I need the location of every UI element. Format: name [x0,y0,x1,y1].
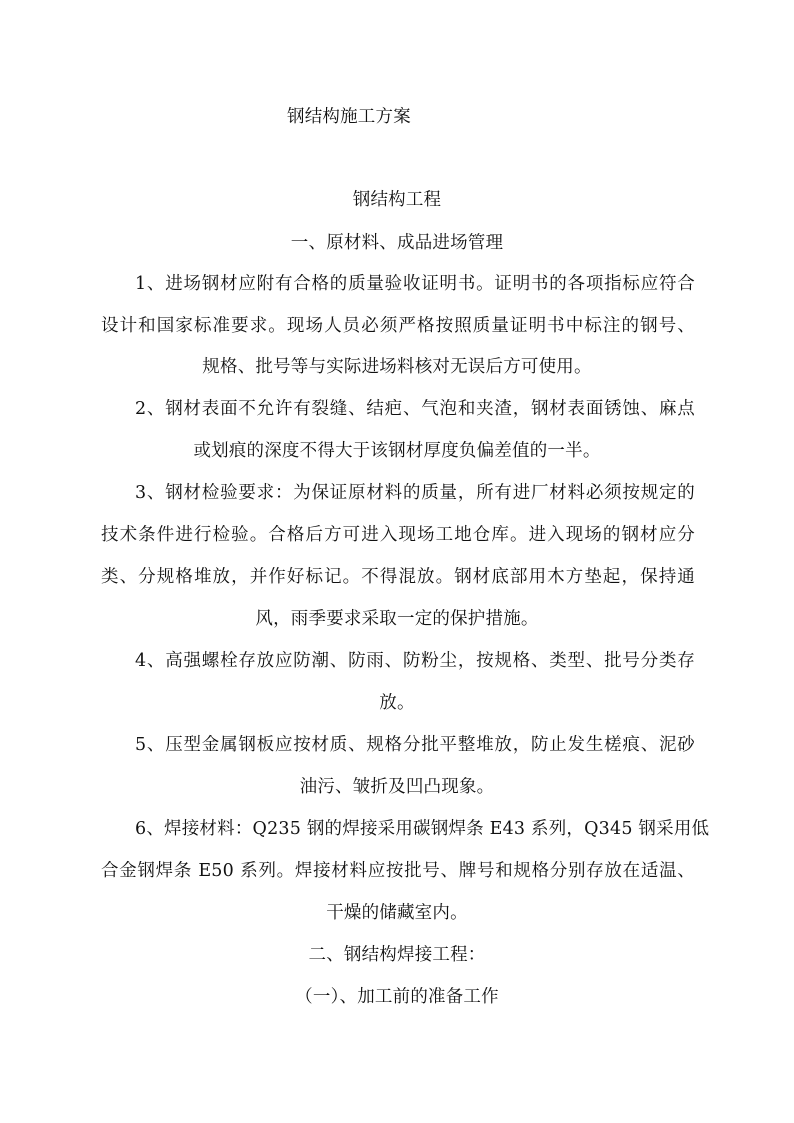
item-1-line-3: 规格、批号等与实际进场料核对无误后方可使用。 [202,357,592,377]
item-4-line-1: 4、高强螺栓存放应防潮、防雨、防粉尘，按规格、类型、批号分类存 [135,651,695,671]
item-1-line-2: 设计和国家标准要求。现场人员必须严格按照质量证明书中标注的钢号、 [101,316,695,336]
item-5-line-1: 5、压型金属钢板应按材质、规格分批平整堆放，防止发生槎痕、泥砂 [135,735,695,755]
item-3-line-3: 类、分规格堆放，并作好标记。不得混放。钢材底部用木方垫起，保持通 [101,567,695,587]
part2-heading: 二、钢结构焊接工程： [308,945,486,965]
part2-sub-heading: （一）、加工前的准备工作 [295,987,499,1007]
item-5-line-2: 油污、皱折及凹凸现象。 [299,777,495,797]
item-1-line-1: 1、进场钢材应附有合格的质量验收证明书。证明书的各项指标应符合 [135,274,695,294]
item-2-line-1: 2、钢材表面不允许有裂缝、结疤、气泡和夹渣，钢材表面锈蚀、麻点 [135,399,695,419]
section-title: 钢结构工程 [352,190,442,210]
item-4-line-2: 放。 [379,693,415,713]
item-2-line-2: 或划痕的深度不得大于该钢材厚度负偏差值的一半。 [193,441,601,461]
item-6-line-1: 6、焊接材料：Q235 钢的焊接采用碳钢焊条 E43 系列，Q345 钢采用低 [135,819,710,839]
item-3-line-1: 3、钢材检验要求：为保证原材料的质量，所有进厂材料必须按规定的 [135,483,695,503]
item-3-line-2: 技术条件进行检验。合格后方可进入现场工地仓库。进入现场的钢材应分 [101,525,695,545]
item-6-line-2: 合金钢焊条 E50 系列。焊接材料应按批号、牌号和规格分别存放在适温、 [101,861,695,881]
item-6-line-3: 干燥的储藏室内。 [326,903,468,923]
document-title: 钢结构施工方案 [287,107,411,127]
item-3-line-4: 风，雨季要求采取一定的保护措施。 [255,609,539,629]
part1-heading: 一、原材料、成品进场管理 [290,233,504,253]
